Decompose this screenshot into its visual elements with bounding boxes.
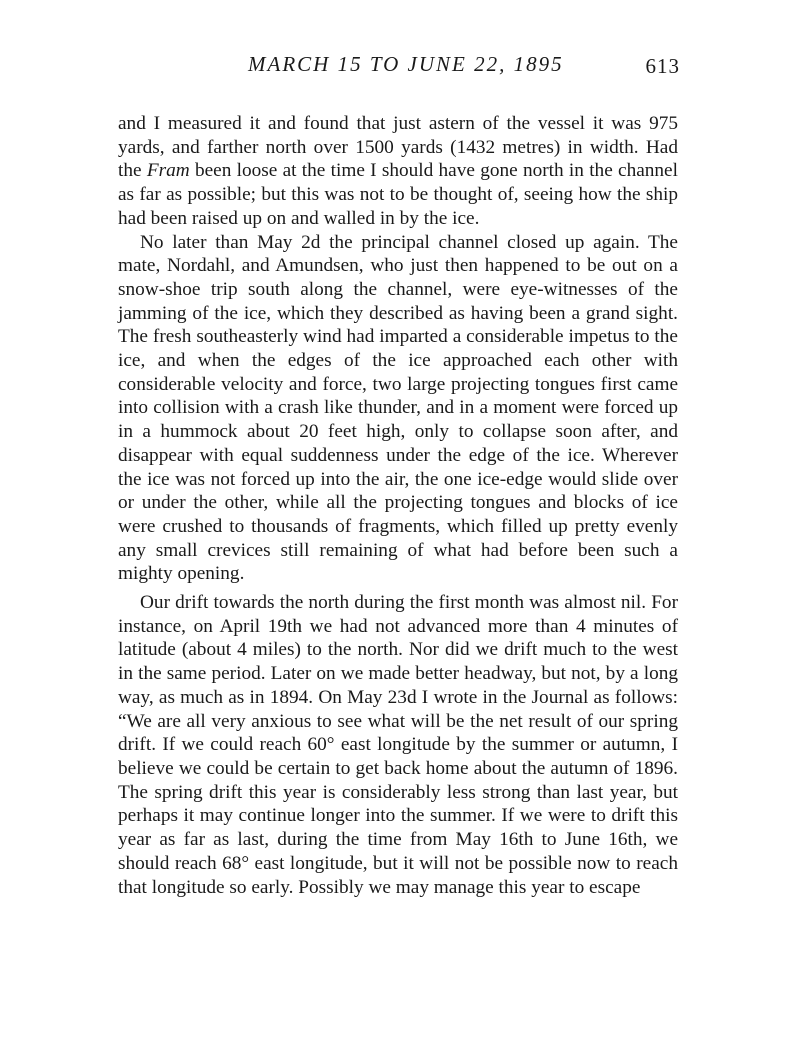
- ship-name: Fram: [146, 160, 190, 182]
- paragraph-continued: and I measured it and found that just astern of the vessel it was 975 yards, and farther north over 1500 yards (1432 metres) in width. Had the Fram been loose at the time I should have gone north in the channel as far as possible; but this was not to be thought of, seeing how the ship had been raised up on and walled in by the ice.: [118, 113, 678, 229]
- running-title: MARCH 15 TO JUNE 22, 1895: [248, 52, 564, 76]
- body-text: [118, 112, 678, 899]
- paragraph-channel-closing: No later than May 2d the principal channel closed up again. The mate, Nordahl, and Amundsen, who just then happened to be out on a snow-shoe trip south along the channel, were eye-witnesses of the jamming of the ice, which they described as having been a grand sight. The fresh southeasterly wind had imparted a considerable impetus to the ice, and when the edges of the ice approached each other with considerable velocity and force, two large projecting tongues first came into collision with a crash like thunder, and in a moment were forced up in a hummock about 20 feet high, only to collapse soon after, and disappear with equal suddenness under the edge of the ice. Wherever the ice was not forced up into the air, the one ice-edge would slide over or under the other, while all the projecting tongues and blocks of ice were crushed to thousands of fragments, which filled up pretty evenly any small crevices still remaining of what had before been such a mighty opening.: [118, 231, 678, 585]
- paragraph-drift: Our drift towards the north during the first month was almost nil. For instance, on April 19th we had not advanced more than 4 minutes of latitude (about 4 miles) to the north. Nor did we drift much to the west in the same period. Later on we made better headway, but not, by a long way, as much as in 1894. On May 23d I wrote in the Journal as follows: “We are all very anxious to see what will be the net result of our spring drift. If we could reach 60° east longitude by the summer or autumn, I believe we could be certain to get back home about the autumn of 1896. The spring drift this year is considerably less strong than last year, but perhaps it may continue longer into the summer. If we were to drift this year as far as last, during the time from May 16th to June 16th, we should reach 68° east longitude, but it will not be possible now to reach that longitude so early. Possibly we may manage this year to escape: [118, 592, 678, 898]
- page-number: 613: [645, 54, 680, 78]
- running-head: [118, 52, 680, 82]
